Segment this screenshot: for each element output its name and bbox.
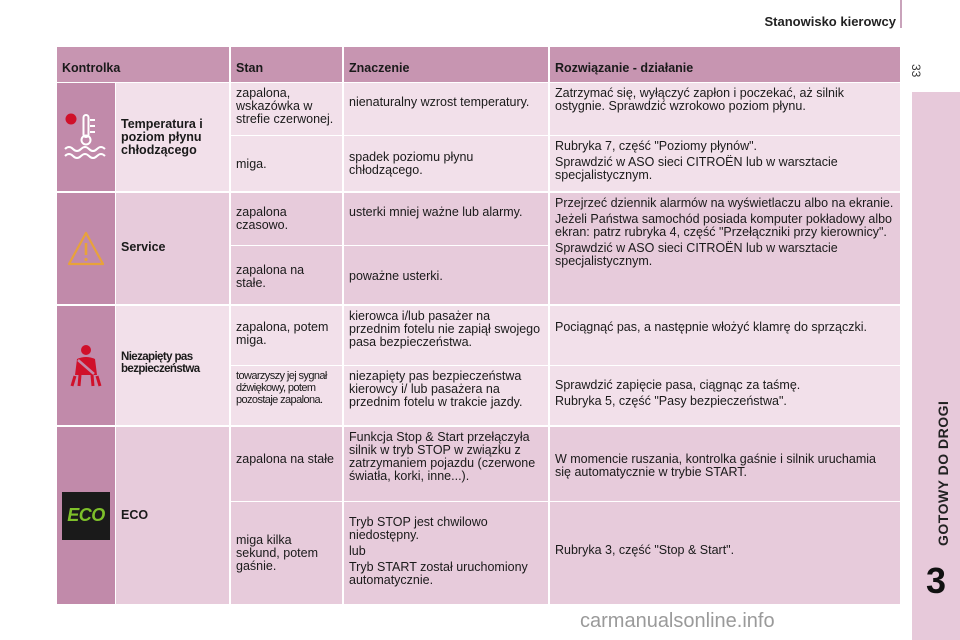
chapter-number: 3 — [925, 560, 947, 601]
warning-triangle-icon — [66, 230, 106, 268]
znaczenie-cell — [344, 427, 548, 501]
rozwiazanie-text: Sprawdzić zapięcie pasa, ciągnąc za taśmę. — [555, 378, 801, 392]
stan-cell: zapalona na stałe — [231, 427, 342, 501]
znaczenie-text: lub — [349, 544, 366, 558]
warning-lights-table — [57, 47, 900, 607]
rozwiazanie-cell — [550, 83, 900, 135]
znaczenie-cell — [344, 502, 548, 604]
rozwiazanie-text: Rubryka 5, część "Pasy bezpieczeństwa". — [555, 394, 787, 408]
column-header-znaczenie: Znaczenie — [344, 47, 548, 82]
znaczenie-cell: niezapięty pas bezpieczeństwa kierowcy i/ lub pasażera na przednim fotelu w trakcie jazdy. — [344, 366, 548, 425]
znaczenie-cell: poważne usterki. — [344, 246, 548, 304]
page-number: 33 — [909, 64, 923, 78]
znaczenie-cell: nienaturalny wzrost temperatury. — [344, 83, 548, 135]
rozwiazanie-cell — [550, 502, 900, 604]
znaczenie-text: Tryb STOP jest chwilowo niedostępny. — [349, 515, 488, 542]
header-rule — [900, 0, 902, 28]
znaczenie-text: Funkcja Stop & Start przełączyła silnik w tryb STOP w związku z zatrzymaniem pojazdu (czerwone światła, korki, inne...). — [349, 430, 536, 483]
rozwiazanie-text: Rubryka 7, część "Poziomy płynów". — [555, 139, 758, 153]
stan-cell: towarzyszy jej sygnał dźwiękowy, potem pozostaje zapalona. — [231, 366, 342, 425]
page-header: Stanowisko kierowcy — [764, 14, 896, 29]
group-name-coolant: Temperatura i poziom płynu chłodzącego — [116, 83, 229, 191]
znaczenie-cell: usterki mniej ważne lub alarmy. — [344, 193, 548, 245]
rozwiazanie-text: Rubryka 3, część "Stop & Start". — [555, 543, 735, 557]
group-name-eco: ECO — [116, 427, 229, 604]
rozwiazanie-cell — [550, 136, 900, 191]
stan-cell: zapalona, wskazówka w strefie czerwonej. — [231, 83, 342, 135]
rozwiazanie-cell — [550, 193, 900, 304]
rozwiazanie-text: Sprawdzić w ASO sieci CITROËN lub w warsztacie specjalistycznym. — [555, 155, 838, 182]
znaczenie-cell: kierowca i/lub pasażer na przednim fotelu nie zapiął swojego pasa bezpieczeństwa. — [344, 306, 548, 365]
coolant-icon-cell — [57, 83, 115, 191]
rozwiazanie-text: W momencie ruszania, kontrolka gaśnie i silnik uruchamia się automatycznie w trybie START. — [555, 452, 876, 479]
stan-cell: miga kilka sekund, potem gaśnie. — [231, 502, 342, 604]
column-header-kontrolka: Kontrolka — [57, 47, 229, 82]
rozwiazanie-text: Zatrzymać się, wyłączyć zapłon i poczekać, aż silnik ostygnie. Sprawdzić wzrokowo poziom płynu. — [555, 86, 844, 113]
rozwiazanie-text: Przejrzeć dziennik alarmów na wyświetlaczu albo na ekranie. — [555, 196, 894, 210]
rozwiazanie-cell — [550, 427, 900, 501]
column-header-stan: Stan — [231, 47, 342, 82]
group-name-service: Service — [116, 193, 229, 304]
eco-icon — [62, 492, 110, 540]
eco-icon-label: ECO — [67, 505, 105, 525]
rozwiazanie-text: Sprawdzić w ASO sieci CITROËN lub w warsztacie specjalistycznym. — [555, 241, 838, 268]
seatbelt-icon-cell — [57, 306, 115, 425]
stan-cell: zapalona na stałe. — [231, 246, 342, 304]
rozwiazanie-cell — [550, 366, 900, 425]
rozwiazanie-text: Jeżeli Państwa samochód posiada komputer pokładowy albo ekran: patrz rubryka 4, część "Przełączniki przy kierownicy". — [555, 212, 892, 239]
stan-cell: zapalona, potem miga. — [231, 306, 342, 365]
coolant-temperature-icon — [63, 111, 109, 163]
rozwiazanie-cell — [550, 306, 900, 365]
seatbelt-icon — [66, 343, 106, 389]
znaczenie-text: Tryb START został uruchomiony automatycznie. — [349, 560, 528, 587]
group-name-seatbelt: Niezapięty pas bezpieczeństwa — [116, 306, 229, 425]
service-icon-cell — [57, 193, 115, 304]
chapter-title: GOTOWY DO DROGI — [935, 400, 951, 546]
watermark: carmanualsonline.info — [580, 610, 775, 632]
stan-cell: miga. — [231, 136, 342, 191]
stan-cell: zapalona czasowo. — [231, 193, 342, 245]
eco-icon-cell — [57, 427, 115, 604]
znaczenie-cell: spadek poziomu płynu chłodzącego. — [344, 136, 548, 191]
rozwiazanie-text: Pociągnąć pas, a następnie włożyć klamrę do sprzączki. — [555, 320, 867, 334]
column-header-rozwiazanie: Rozwiązanie - działanie — [550, 47, 900, 82]
